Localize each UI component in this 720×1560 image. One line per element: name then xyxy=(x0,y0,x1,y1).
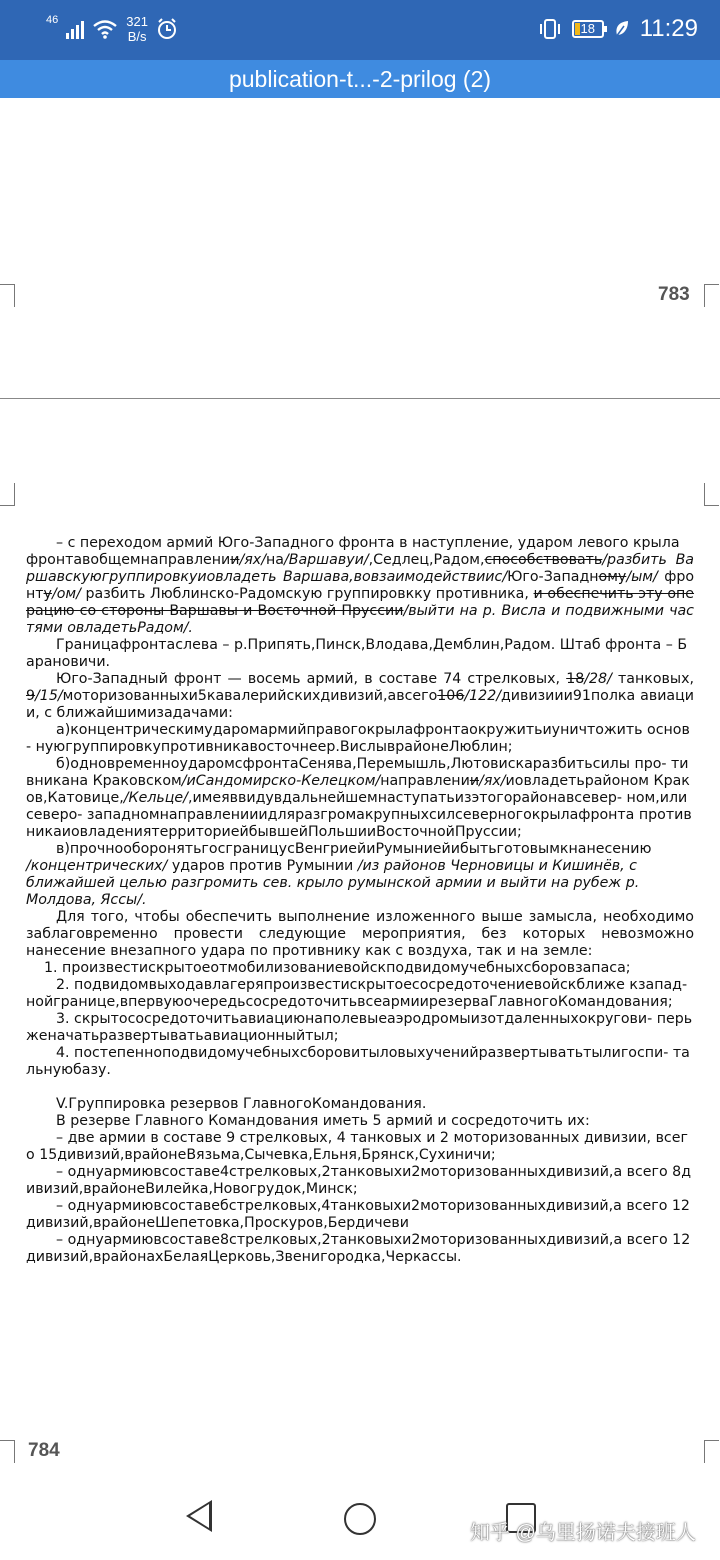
paragraph xyxy=(26,671,694,722)
status-right-group xyxy=(538,15,698,43)
struck-text: и xyxy=(469,773,480,789)
vibrate-icon xyxy=(538,18,562,40)
list-item xyxy=(26,960,694,977)
struck-text: и xyxy=(230,552,240,568)
paragraph xyxy=(26,535,694,552)
text-line: 3. скрытососредоточитьавиациюнаполевыеаэродромыизотдаленныхокругови- перьженачатьразвертыватьавиационныйтыл; xyxy=(26,1011,693,1044)
text-line: – однуармиювсоставе4стрелковых,2танковыхи2моторизованныхдивизий,а всего 8дивизий,врайонеВилейка,Новогрудок,Минск; xyxy=(26,1164,692,1197)
text-run: иовладетьрайоном Краков,Катовице, xyxy=(26,773,690,806)
list-item xyxy=(26,977,694,1011)
battery-icon xyxy=(572,20,604,38)
inserted-text: /ях/ xyxy=(479,773,506,789)
inserted-text: /разбить xyxy=(602,552,667,568)
inserted-text: /28/ xyxy=(584,671,612,687)
inserted-text: /122/ xyxy=(464,688,501,704)
text-run: фронтавобщемнаправлени xyxy=(26,552,231,568)
power-saving-leaf-icon xyxy=(614,20,630,38)
page-corner-mark xyxy=(704,483,719,506)
paragraph xyxy=(26,552,694,637)
text-run: на xyxy=(265,552,284,568)
text-run: моторизованныхи5кавалерийскихдивизий,авсего xyxy=(62,688,438,704)
page-corner-mark xyxy=(0,1440,15,1463)
network-type-label: 46 xyxy=(46,13,59,26)
text-run: противника, xyxy=(435,586,534,602)
text-line: Границафронтаслева – р.Припять,Пинск,Влодава,Демблин,Радом. Штаб фронта – Барановичи. xyxy=(26,637,688,670)
paragraph xyxy=(26,1113,694,1130)
network-speed-unit: B/s xyxy=(127,29,147,44)
battery-level: 18 xyxy=(580,21,595,36)
paragraph xyxy=(26,858,694,909)
text-run: танковых, xyxy=(611,671,694,687)
paragraph xyxy=(26,909,694,960)
page-separator xyxy=(0,398,720,399)
status-left-group xyxy=(46,14,178,44)
inserted-text: Варшавскуюгруппировкуиовладеть Варшава,вовзаимодействиис/ xyxy=(26,552,694,585)
text-run: Юго- xyxy=(507,569,544,585)
text-run: разбить Люблинско-Радомскую группировкку xyxy=(80,586,432,602)
inserted-text: /выйти на р. Висла и подвижными частями овладетьРадом/. xyxy=(26,603,694,636)
text-run: Западн xyxy=(543,569,599,585)
page-corner-mark xyxy=(704,1440,719,1463)
text-line: – две армии в составе 9 стрелковых, 4 танковых и 2 моторизованных дивизии, всего 15дивизий,врайонеВязьма,Сычевка,Ельня,Брянск,Сухиничи; xyxy=(26,1130,688,1163)
paragraph xyxy=(26,637,694,671)
list-item xyxy=(26,1164,694,1198)
inserted-text: /ях/ xyxy=(239,552,266,568)
text-line: 1. произвестискрытоеотмобилизованиевойскподвидомучебныхсборовзапаса; xyxy=(44,960,631,976)
text-line: – с переходом армий Юго-Западного фронта в наступление, ударом левого крыла xyxy=(56,535,680,551)
inserted-text: /15/ xyxy=(35,688,63,704)
list-item xyxy=(26,1198,694,1232)
text-line: 2. подвидомвыходавлагеряпроизвестискрытоесосредоточениевойскближе кзапад- нойгранице,впервуюочередьсосредоточитьвсеармиирезерваГлавногоКомандования; xyxy=(26,977,688,1010)
network-speed xyxy=(126,14,148,44)
text-line: в)прочнооборонятьгосграницусВенгриейиРумыниейибытьготовымкнанесению xyxy=(56,841,652,857)
text-run: ,Седлец,Радом, xyxy=(368,552,485,568)
struck-text: ому xyxy=(598,569,627,585)
text-run: ударов против Румынии xyxy=(167,858,358,874)
text-line: – однуармиювсоставебстрелковых,4танковыхи2моторизованныхдивизий,а всего 12дивизий,врайонеШепетовка,Проскуров,Бердичеви xyxy=(26,1198,690,1231)
page-corner-mark xyxy=(704,284,719,307)
status-time: 11:29 xyxy=(639,15,698,42)
text-run: дивизиии91полка авиации, с ближайшимизадачами: xyxy=(26,688,694,721)
struck-text: у xyxy=(43,586,52,602)
page-number-bottom: 784 xyxy=(28,1440,60,1461)
document-title-bar[interactable] xyxy=(0,60,720,98)
paragraph xyxy=(26,756,694,841)
list-item xyxy=(26,1232,694,1266)
alarm-clock-icon xyxy=(156,18,178,40)
text-run: направлени xyxy=(380,773,470,789)
paragraph-gap xyxy=(26,1079,694,1096)
inserted-text: /иСандомирско-Келецком/ xyxy=(181,773,381,789)
struck-text: 9 xyxy=(26,688,36,704)
struck-text: и обеспечить эту операцию со стороны Варшавы и Восточной Пруссии xyxy=(26,586,695,619)
watermark-text: 知乎 @乌里扬诺夫接班人 xyxy=(470,1522,696,1544)
list-item xyxy=(26,1045,694,1079)
text-line: V.Группировка резервов ГлавногоКомандования. xyxy=(56,1096,427,1112)
inserted-text: /концентрических/ xyxy=(26,858,168,874)
page-number-top: 783 xyxy=(658,284,690,305)
text-run: фронт xyxy=(26,569,695,602)
text-run: б)одновременноударомсфронтаСенява,Перемышль,Лютовискаразбитьсилы про- тивникана Краковском xyxy=(26,756,689,789)
text-run: Юго-Западный фронт — восемь армий, в составе 74 стрелковых, xyxy=(56,671,567,687)
struck-text: 106 xyxy=(437,688,465,704)
document-title: publication-t...-2-prilog (2) xyxy=(228,66,492,92)
text-line: Для того, чтобы обеспечить выполнение изложенного выше замысла, необходимо заблаговременно провести следующие мероприятия, без которых невозможно нанесение внезапного удара по противнику как с воздуха, так и на земле: xyxy=(26,909,694,959)
list-item xyxy=(26,1011,694,1045)
inserted-text: /ом/ xyxy=(51,586,81,602)
wifi-icon xyxy=(92,19,118,39)
struck-text: 18 xyxy=(566,671,585,687)
struck-text: способствовать xyxy=(484,552,603,568)
inserted-text: /Варшавуи/ xyxy=(283,552,369,568)
paragraph xyxy=(26,722,694,756)
document-page-content xyxy=(26,535,694,1266)
back-icon[interactable] xyxy=(186,1500,212,1532)
paragraph xyxy=(26,841,694,858)
inserted-text: /из районов Черновицы и Кишинёв, с ближайшей целью разгромить сев. крыло румынской армии и выйти на рубеж р. Молдова, Яссы/. xyxy=(26,858,640,908)
text-line: В резерве Главного Командования иметь 5 армий и сосредоточить их: xyxy=(56,1113,590,1129)
home-icon[interactable] xyxy=(344,1503,376,1535)
text-line: а)концентрическимударомармийправогокрылафронтаокружитьиуничтожить основ- нуюгруппировкупротивникавосточнеер.ВислыврайонеЛюблин; xyxy=(26,722,690,755)
text-run: ,имеяввидувдальнейшемнаступатьизэтогорайонавсевер- ном,илисеверо- западномнаправленииидляразгромакрупныхсилсеверногокрылафронта противникаиовладениятерриториейбывшейПольшииВосточнойПруссии; xyxy=(26,790,692,840)
text-line: 4. постепенноподвидомучебныхсборовитыловыхученийразвертыватьтылигоспи- тальнуюбазу. xyxy=(26,1045,690,1078)
inserted-text: /Кельце/ xyxy=(123,790,188,806)
list-item xyxy=(26,1130,694,1164)
section-heading xyxy=(26,1096,694,1113)
page-corner-mark xyxy=(0,284,15,307)
signal-strength-icon xyxy=(66,19,84,39)
inserted-text: /ым/ xyxy=(626,569,658,585)
text-line: – однуармиювсоставе8стрелковых,2танковыхи2моторизованныхдивизий,а всего 12дивизий,врайонахБелаяЦерковь,Звенигородка,Черкассы. xyxy=(26,1232,691,1265)
status-bar xyxy=(0,0,720,60)
page-corner-mark xyxy=(0,483,15,506)
network-speed-value: 321 xyxy=(126,14,148,29)
